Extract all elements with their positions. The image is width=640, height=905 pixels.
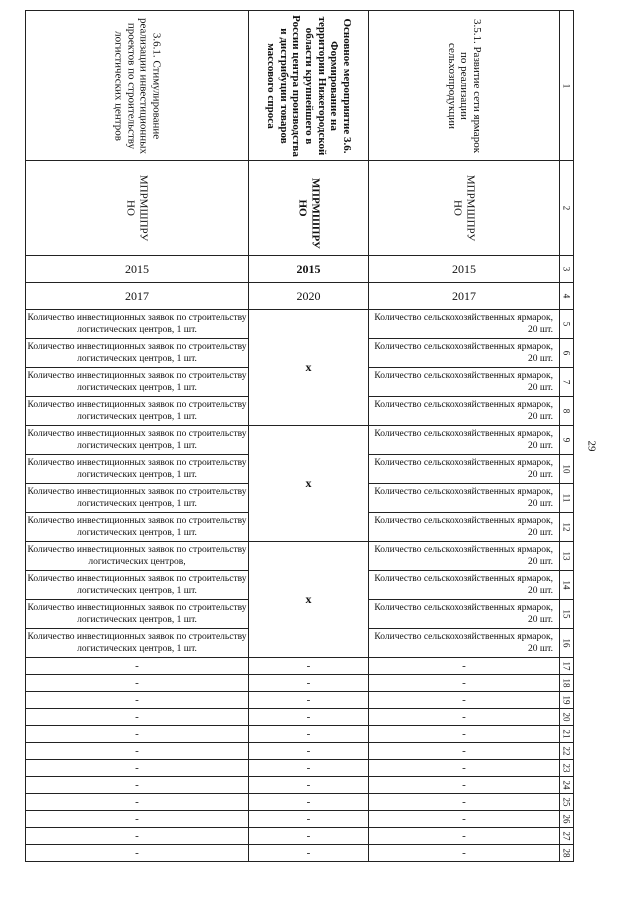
indicator-right: Количество сельскохозяйственных ярмарок, 20 шт. [369,629,560,658]
header-right-name: 3.5.1. Развитие сети ярмарок по реализации сельхозпродукции [369,11,560,161]
dash-row: - - - 24 [26,777,574,794]
header-right-exec: МПРМШПРУ НО [369,161,560,256]
column-number: 8 [560,397,574,426]
column-number: 7 [560,368,574,397]
column-number: 21 [560,726,574,743]
indicator-right: Количество сельскохозяйственных ярмарок, 20 шт. [369,571,560,600]
start-year-right: 2015 [369,256,560,283]
indicator-left: Количество инвестиционных заявок по строительству логистических центров, 1 шт. [26,484,249,513]
column-number: 14 [560,571,574,600]
dash-row: - - - 25 [26,794,574,811]
indicator-left: Количество инвестиционных заявок по строительству логистических центров, 1 шт. [26,455,249,484]
column-number: 17 [560,658,574,675]
indicator-left: Количество инвестиционных заявок по строительству логистических центров, 1 шт. [26,368,249,397]
indicator-row [26,310,574,339]
column-number: 28 [560,845,574,862]
indicator-right: Количество сельскохозяйственных ярмарок, 20 шт. [369,600,560,629]
indicator-row [26,426,574,455]
column-number: 27 [560,828,574,845]
dash-row: - - - 21 [26,726,574,743]
column-number: 2 [560,161,574,256]
start-year-middle: 2015 [249,256,369,283]
page-number: 29 [585,440,598,452]
dash-row: - - - 23 [26,760,574,777]
x-mark: x [249,426,369,542]
column-number: 3 [560,256,574,283]
indicator-right: Количество сельскохозяйственных ярмарок, 20 шт. [369,426,560,455]
indicator-right: Количество сельскохозяйственных ярмарок, 20 шт. [369,484,560,513]
column-number: 25 [560,794,574,811]
dash-row: - - - 18 [26,675,574,692]
dash-row: - - - 20 [26,709,574,726]
dash-row: - - - 22 [26,743,574,760]
indicator-left-truncated: Количество инвестиционных заявок по строительству логистических центров, [26,542,249,571]
indicator-right: Количество сельскохозяйственных ярмарок, 20 шт. [369,455,560,484]
start-year-row [26,256,574,283]
column-number: 12 [560,513,574,542]
end-year-right: 2017 [369,283,560,310]
column-number: 10 [560,455,574,484]
indicator-left: Количество инвестиционных заявок по строительству логистических центров, 1 шт. [26,339,249,368]
indicator-right: Количество сельскохозяйственных ярмарок, 20 шт. [369,542,560,571]
column-number: 4 [560,283,574,310]
indicator-left: Количество инвестиционных заявок по строительству логистических центров, 1 шт. [26,600,249,629]
indicator-right: Количество сельскохозяйственных ярмарок, 20 шт. [369,397,560,426]
dash-row: - - - 28 [26,845,574,862]
header-left-exec: МПРМШПРУ НО [26,161,249,256]
header-middle-name: Основное мероприятие 3.6. Формирование на территории Нижегородской области крупнейшего в России центра производства и дистрибуции товаров массового спроса [249,11,369,161]
column-number: 24 [560,777,574,794]
header-row-executor [26,161,574,256]
header-left-name: 3.6.1. Стимулирование реализации инвестиционных проектов по строительству логистических центров [26,11,249,161]
dash-row: - - - 26 [26,811,574,828]
indicator-right: Количество сельскохозяйственных ярмарок, 20 шт. [369,513,560,542]
header-row-names [26,11,574,161]
indicator-left: Количество инвестиционных заявок по строительству логистических центров, 1 шт. [26,629,249,658]
column-number: 22 [560,743,574,760]
start-year-left: 2015 [26,256,249,283]
end-year-middle: 2020 [249,283,369,310]
column-number: 23 [560,760,574,777]
column-number: 13 [560,542,574,571]
indicator-right: Количество сельскохозяйственных ярмарок, 20 шт. [369,339,560,368]
indicator-left: Количество инвестиционных заявок по строительству логистических центров, 1 шт. [26,571,249,600]
x-mark: x [249,542,369,658]
indicator-right: Количество сельскохозяйственных ярмарок, 20 шт. [369,368,560,397]
column-number: 9 [560,426,574,455]
column-number: 20 [560,709,574,726]
indicator-left: Количество инвестиционных заявок по строительству логистических центров, 1 шт. [26,310,249,339]
indicator-left: Количество инвестиционных заявок по строительству логистических центров, 1 шт. [26,513,249,542]
column-number: 15 [560,600,574,629]
x-mark: x [249,310,369,426]
column-number: 1 [560,11,574,161]
column-number: 26 [560,811,574,828]
column-number: 19 [560,692,574,709]
program-table [25,10,574,862]
end-year-row [26,283,574,310]
indicator-row [26,542,574,571]
dash-row: - - - 27 [26,828,574,845]
column-number: 18 [560,675,574,692]
column-number: 16 [560,629,574,658]
dash-row: - - - 17 [26,658,574,675]
indicator-left: Количество инвестиционных заявок по строительству логистических центров, 1 шт. [26,426,249,455]
end-year-left: 2017 [26,283,249,310]
column-number: 11 [560,484,574,513]
dash-row: - - - 19 [26,692,574,709]
indicator-right: Количество сельскохозяйственных ярмарок, 20 шт. [369,310,560,339]
indicator-left: Количество инвестиционных заявок по строительству логистических центров, 1 шт. [26,397,249,426]
column-number: 5 [560,310,574,339]
header-middle-exec: МПРМШПРУ НО [249,161,369,256]
column-number: 6 [560,339,574,368]
